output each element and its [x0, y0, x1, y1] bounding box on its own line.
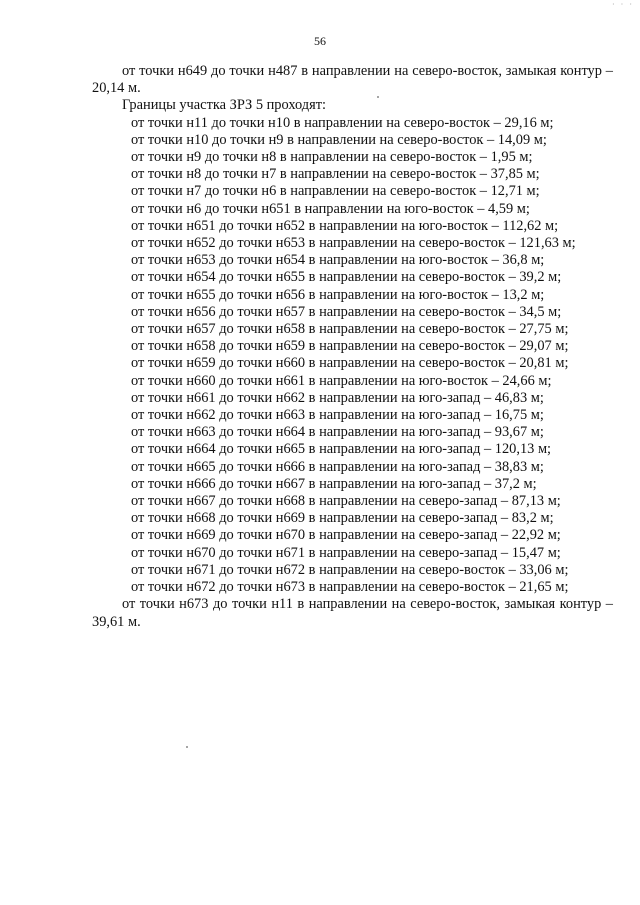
boundary-item: от точки н6 до точки н651 в направлении на юго-восток – 4,59 м;: [131, 200, 530, 217]
boundary-item: от точки н672 до точки н673 в направлении на северо-восток – 21,65 м;: [131, 579, 569, 596]
boundary-item: от точки н654 до точки н655 в направлении на северо-восток – 39,2 м;: [131, 269, 562, 286]
boundary-item: от точки н657 до точки н658 в направлении на северо-восток – 27,75 м;: [131, 321, 569, 338]
boundary-item: от точки н11 до точки н10 в направлении на северо-восток – 29,16 м;: [131, 114, 554, 131]
boundary-item: от точки н668 до точки н669 в направлении на северо-запад – 83,2 м;: [131, 510, 554, 527]
intro-paragraph: от точки н649 до точки н487 в направлении на северо-восток, замыкая контур – 20,14 м.: [92, 63, 613, 97]
boundary-item: от точки н655 до точки н656 в направлении на юго-восток – 13,2 м;: [131, 286, 545, 303]
boundary-item: от точки н664 до точки н665 в направлении на юго-запад – 120,13 м;: [131, 441, 552, 458]
document-body: [92, 63, 613, 631]
boundary-item: от точки н8 до точки н7 в направлении на северо-восток – 37,85 м;: [131, 166, 540, 183]
boundary-item: от точки н665 до точки н666 в направлении на юго-запад – 38,83 м;: [131, 458, 544, 475]
boundary-item: от точки н670 до точки н671 в направлении на северо-запад – 15,47 м;: [131, 544, 561, 561]
boundary-item: от точки н7 до точки н6 в направлении на северо-восток – 12,71 м;: [131, 183, 540, 200]
boundary-item: от точки н659 до точки н660 в направлении на северо-восток – 20,81 м;: [131, 355, 569, 372]
boundary-item: от точки н656 до точки н657 в направлении на северо-восток – 34,5 м;: [131, 303, 562, 320]
boundary-item: от точки н671 до точки н672 в направлении на северо-восток – 33,06 м;: [131, 561, 569, 578]
scan-dot: [186, 746, 188, 748]
boundary-item: от точки н652 до точки н653 в направлении на северо-восток – 121,63 м;: [131, 235, 576, 252]
boundary-item: от точки н658 до точки н659 в направлении на северо-восток – 29,07 м;: [131, 338, 569, 355]
boundary-item: от точки н660 до точки н661 в направлении на юго-восток – 24,66 м;: [131, 372, 552, 389]
boundary-item: от точки н10 до точки н9 в направлении на северо-восток – 14,09 м;: [131, 131, 547, 148]
closing-paragraph: от точки н673 до точки н11 в направлении на северо-восток, замыкая контур – 39,61 м.: [92, 596, 613, 630]
boundary-item: от точки н651 до точки н652 в направлении на юго-восток – 112,62 м;: [131, 217, 559, 234]
boundary-item: от точки н662 до точки н663 в направлении на юго-запад – 16,75 м;: [131, 407, 544, 424]
boundary-item: от точки н9 до точки н8 в направлении на северо-восток – 1,95 м;: [131, 149, 533, 166]
boundary-item: от точки н663 до точки н664 в направлении на юго-запад – 93,67 м;: [131, 424, 544, 441]
boundary-item: от точки н666 до точки н667 в направлении на юго-запад – 37,2 м;: [131, 475, 537, 492]
boundary-item: от точки н669 до точки н670 в направлении на северо-запад – 22,92 м;: [131, 527, 561, 544]
boundary-item: от точки н667 до точки н668 в направлении на северо-запад – 87,13 м;: [131, 493, 561, 510]
page-number: 56: [314, 34, 326, 48]
boundary-list: [92, 115, 613, 597]
scan-dot: [377, 96, 379, 98]
boundary-item: от точки н653 до точки н654 в направлении на юго-восток – 36,8 м;: [131, 252, 545, 269]
boundary-item: от точки н661 до точки н662 в направлении на юго-запад – 46,83 м;: [131, 389, 544, 406]
section-heading: Границы участка ЗРЗ 5 проходят:: [122, 97, 326, 114]
scan-artifact-mark: · · ·: [612, 0, 634, 9]
